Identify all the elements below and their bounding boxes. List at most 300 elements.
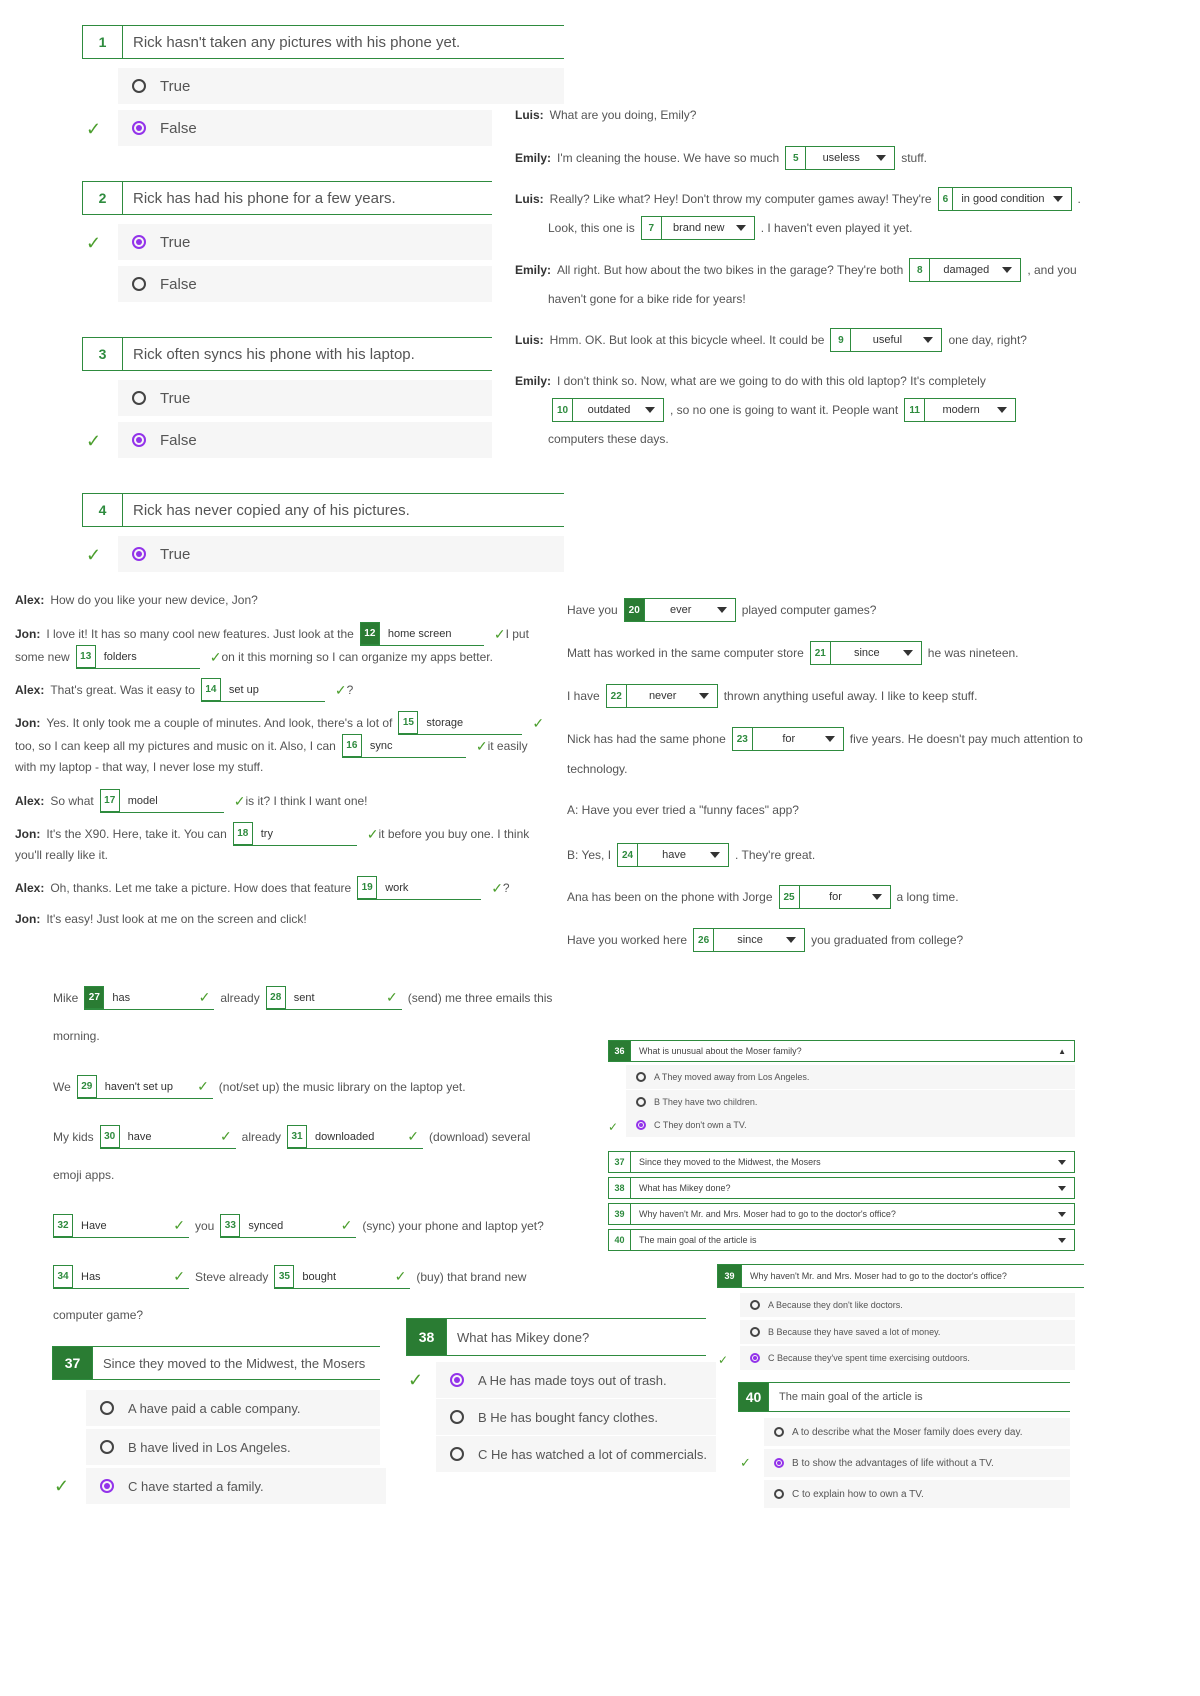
line-text: , and you (1027, 263, 1077, 277)
line-text: (buy) that brand new (416, 1270, 527, 1284)
gap-value[interactable]: have (127, 1130, 152, 1143)
line-text: It's the X90. Here, take it. You can (46, 827, 227, 841)
option-label: A He has made toys out of trash. (478, 1372, 667, 1388)
gap-15[interactable] (398, 711, 522, 735)
radio-icon[interactable] (100, 1401, 114, 1415)
dialog-line (15, 876, 510, 900)
option-b[interactable] (764, 1449, 1070, 1477)
question-text: The main goal of the article is (639, 1235, 757, 1245)
line-text: Oh, thanks. Let me take a picture. How does that feature (50, 881, 352, 895)
dropdown-5[interactable] (785, 146, 895, 170)
radio-icon[interactable] (450, 1410, 464, 1424)
line-text: it easily (487, 739, 528, 753)
dropdown-21[interactable] (810, 641, 922, 665)
option-b[interactable] (740, 1320, 1075, 1344)
gap-number: 35 (274, 1265, 294, 1288)
line-text: Matt has worked in the same computer store (567, 646, 804, 660)
line-text: Mike (53, 991, 79, 1005)
radio-icon[interactable] (132, 391, 146, 405)
question-number: 4 (83, 494, 123, 526)
radio-icon[interactable] (636, 1097, 646, 1107)
radio-icon[interactable] (450, 1447, 464, 1461)
line-text: ? (346, 683, 354, 697)
chevron-down-icon (876, 155, 886, 161)
dropdown-value: useless (822, 152, 860, 164)
radio-icon[interactable] (774, 1489, 784, 1499)
line-text: thrown anything useful away. I like to keep stuff. (723, 689, 978, 703)
gap-number: 23 (733, 728, 753, 750)
gap-31[interactable] (287, 1125, 423, 1149)
radio-icon[interactable] (750, 1300, 760, 1310)
question-text: Rick hasn't taken any pictures with his phone yet. (133, 33, 461, 51)
chevron-up-icon: ▲ (1058, 1046, 1066, 1056)
gap-value[interactable]: try (260, 827, 273, 840)
dialog-line (548, 216, 912, 240)
question-number: 38 (407, 1319, 447, 1355)
option-false[interactable] (118, 266, 492, 302)
dialog-line (515, 258, 1077, 282)
dropdown-value: useful (872, 334, 903, 346)
option-b[interactable] (86, 1429, 380, 1465)
line-text: What are you doing, Emily? (549, 108, 697, 122)
chevron-down-icon (1002, 267, 1012, 273)
question-text: Since they moved to the Midwest, the Mosers (103, 1355, 366, 1371)
question-40-header (738, 1382, 1070, 1412)
option-label: C have started a family. (128, 1478, 264, 1494)
speaker: Jon: (15, 912, 41, 926)
chevron-down-icon (1058, 1212, 1066, 1217)
line-text: computer game? (53, 1308, 144, 1322)
dialog-line (515, 146, 927, 170)
line-text: he was nineteen. (927, 646, 1019, 660)
line-text: it before you buy one. I think (378, 827, 530, 841)
line-text: you graduated from college? (811, 933, 964, 947)
speaker: Luis: (515, 192, 544, 206)
line-text: haven't gone for a bike ride for years! (548, 292, 746, 306)
gap-number: 32 (53, 1214, 73, 1237)
question-text: What has Mikey done? (457, 1329, 590, 1345)
dropdown-6[interactable] (938, 187, 1072, 211)
radio-icon[interactable] (132, 547, 146, 561)
gap-14[interactable] (201, 678, 325, 702)
option-a[interactable] (740, 1293, 1075, 1317)
question-text: What has Mikey done? (639, 1183, 731, 1193)
gap-number: 27 (84, 986, 104, 1009)
line-text: played computer games? (741, 603, 877, 617)
question-38-collapsed[interactable] (608, 1177, 1075, 1199)
line-text: already (220, 991, 260, 1005)
chevron-down-icon (1058, 1160, 1066, 1165)
radio-icon[interactable] (100, 1440, 114, 1454)
check-icon: ✓ (385, 989, 398, 1005)
sentence-30 (53, 1125, 530, 1149)
chevron-down-icon (825, 736, 835, 742)
dialog-line (15, 822, 529, 846)
line-text: B: Yes, I (567, 848, 612, 862)
dropdown-8[interactable] (909, 258, 1021, 282)
dialog-line (15, 848, 108, 862)
gap-value[interactable]: sent (293, 991, 315, 1004)
gap-number: 17 (100, 789, 120, 812)
radio-icon[interactable] (132, 433, 146, 447)
gap-16[interactable] (342, 734, 466, 758)
gap-13[interactable] (76, 645, 200, 669)
dropdown-20[interactable] (624, 598, 736, 622)
check-icon: ✓ (173, 1217, 185, 1233)
gap-number: 11 (905, 399, 925, 421)
line-text: Have you (567, 603, 618, 617)
question-number: 3 (83, 338, 123, 370)
chevron-down-icon (1058, 1186, 1066, 1191)
sentence-24 (567, 843, 815, 867)
check-icon: ✓ (54, 1476, 70, 1496)
gap-number: 18 (233, 822, 253, 845)
dropdown-value: modern (942, 404, 980, 416)
line-text: I have (567, 689, 600, 703)
check-icon: ✓ (209, 648, 222, 665)
gap-28[interactable] (266, 986, 402, 1010)
question-3 (82, 337, 492, 371)
speaker: Emily: (515, 151, 552, 165)
question-number: 36 (609, 1041, 631, 1061)
gap-number: 24 (618, 844, 638, 866)
dropdown-value: in good condition (961, 193, 1045, 205)
dropdown-11[interactable] (904, 398, 1016, 422)
line-text: on it this morning so I can organize my apps better. (221, 650, 493, 664)
question-number: 38 (609, 1178, 631, 1198)
radio-icon[interactable] (774, 1427, 784, 1437)
gap-number: 9 (831, 329, 851, 351)
dropdown-value: for (782, 733, 796, 745)
option-label: False (160, 119, 197, 137)
line-text: A: Have you ever tried a "funny faces" app? (567, 803, 799, 817)
radio-icon[interactable] (774, 1458, 784, 1468)
question-text: The main goal of the article is (779, 1391, 923, 1403)
radio-icon[interactable] (750, 1327, 760, 1337)
dialog-line (15, 622, 529, 646)
option-b[interactable] (436, 1399, 716, 1435)
dialog-line (15, 678, 353, 702)
option-true[interactable] (118, 536, 564, 572)
question-number: 39 (609, 1204, 631, 1224)
option-label: True (160, 233, 191, 251)
gap-number: 7 (642, 217, 662, 239)
dropdown-7[interactable] (641, 216, 755, 240)
gap-number: 34 (53, 1265, 73, 1288)
sentence-32 (53, 1214, 544, 1238)
gap-value[interactable]: home screen (387, 627, 452, 640)
option-false[interactable] (118, 422, 492, 458)
dialog-line (515, 328, 1027, 352)
gap-number: 21 (811, 642, 831, 664)
gap-number: 25 (780, 886, 800, 908)
question-39-collapsed[interactable] (608, 1203, 1075, 1225)
dialog-line (15, 734, 528, 758)
dropdown-value: brand new (673, 222, 725, 234)
line-text: you (195, 1219, 215, 1233)
gap-number: 28 (266, 986, 286, 1009)
dropdown-value: never (648, 690, 677, 702)
line-text: technology. (567, 762, 628, 776)
dialog-line (515, 187, 1081, 211)
line-text: I'm cleaning the house. We have so much (557, 151, 780, 165)
speaker: Jon: (15, 716, 41, 730)
line-text: So what (50, 794, 94, 808)
radio-icon[interactable] (132, 121, 146, 135)
question-2 (82, 181, 492, 215)
option-a[interactable] (626, 1065, 1075, 1089)
speaker: Alex: (15, 683, 45, 697)
dropdown-value: for (829, 891, 842, 903)
question-number: 39 (718, 1265, 742, 1287)
chevron-down-icon (1058, 1238, 1066, 1243)
option-label: False (160, 431, 197, 449)
line-text: ? (502, 881, 510, 895)
gap-33[interactable] (220, 1214, 356, 1238)
line-text: one day, right? (948, 333, 1027, 347)
gap-18[interactable] (233, 822, 357, 846)
chevron-down-icon (997, 407, 1007, 413)
dialog-line (15, 645, 493, 669)
line-text: Look, this one is (548, 221, 635, 235)
dropdown-24[interactable] (617, 843, 729, 867)
radio-icon[interactable] (132, 79, 146, 93)
gap-number: 22 (607, 685, 627, 707)
gap-value[interactable]: haven't set up (104, 1080, 173, 1093)
radio-icon[interactable] (132, 235, 146, 249)
gap-27[interactable] (84, 986, 214, 1010)
dropdown-22[interactable] (606, 684, 718, 708)
sentence-21 (567, 641, 1019, 665)
chevron-down-icon (710, 852, 720, 858)
sentence-34 (53, 1265, 526, 1289)
gap-number: 8 (910, 259, 930, 281)
sentence-24-question (567, 803, 799, 817)
gap-number: 13 (76, 645, 96, 668)
check-icon: ✓ (86, 545, 102, 565)
line-text: (sync) your phone and laptop yet? (362, 1219, 544, 1233)
line-text: you'll really like it. (15, 848, 108, 862)
option-a[interactable] (764, 1418, 1070, 1446)
line-text: . (1077, 192, 1081, 206)
question-number: 37 (53, 1347, 93, 1379)
check-icon: ✓ (408, 1370, 424, 1390)
chevron-down-icon (786, 937, 796, 943)
gap-35[interactable] (274, 1265, 410, 1289)
question-text: Rick has had his phone for a few years. (133, 189, 396, 207)
radio-icon[interactable] (750, 1353, 760, 1363)
sentence-23-cont (567, 762, 628, 776)
gap-12[interactable] (360, 622, 484, 646)
line-text: Yes. It only took me a couple of minutes. And look, there's a lot of (46, 716, 393, 730)
line-text: some new (15, 650, 70, 664)
check-icon: ✓ (718, 1353, 729, 1367)
sentence-29 (53, 1075, 466, 1099)
dropdown-25[interactable] (779, 885, 891, 909)
question-4 (82, 493, 564, 527)
chevron-down-icon (736, 225, 746, 231)
gap-value[interactable]: has (112, 991, 131, 1004)
sentence-30-cont (53, 1168, 114, 1182)
dropdown-value: damaged (943, 264, 990, 276)
line-text: Steve already (195, 1270, 269, 1284)
question-37-header (52, 1346, 380, 1380)
speaker: Jon: (15, 627, 41, 641)
gap-value[interactable]: bought (302, 1270, 337, 1283)
line-text: . They're great. (735, 848, 816, 862)
gap-34[interactable] (53, 1265, 189, 1289)
radio-icon[interactable] (636, 1072, 646, 1082)
dropdown-23[interactable] (732, 727, 844, 751)
gap-number: 15 (398, 711, 418, 734)
dropdown-26[interactable] (693, 928, 805, 952)
option-c[interactable] (436, 1436, 716, 1472)
question-40-collapsed[interactable] (608, 1229, 1075, 1251)
gap-value[interactable]: Have (81, 1219, 107, 1232)
sentence-27 (53, 986, 552, 1010)
line-text: Really? Like what? Hey! Don't throw my computer games away! They're (549, 192, 932, 206)
check-icon: ✓ (86, 431, 102, 451)
option-c[interactable] (626, 1113, 1075, 1137)
gap-19[interactable] (357, 876, 481, 900)
line-text: computers these days. (548, 432, 669, 446)
dropdown-value: since (737, 934, 763, 946)
line-text: , so no one is going to want it. People want (670, 403, 899, 417)
radio-icon[interactable] (100, 1479, 114, 1493)
question-37-collapsed[interactable] (608, 1151, 1075, 1173)
speaker: Alex: (15, 881, 45, 895)
option-c[interactable] (764, 1480, 1070, 1508)
gap-value[interactable]: sync (369, 739, 393, 752)
option-a[interactable] (436, 1362, 716, 1398)
line-text: a long time. (896, 890, 959, 904)
check-icon: ✓ (219, 1128, 232, 1144)
gap-30[interactable] (100, 1125, 236, 1149)
option-false[interactable] (118, 110, 492, 146)
gap-value[interactable]: folders (103, 650, 137, 663)
sentence-25 (567, 885, 959, 909)
question-number: 2 (83, 182, 123, 214)
option-label: True (160, 77, 191, 95)
gap-value[interactable]: work (385, 881, 409, 894)
gap-number: 33 (220, 1214, 240, 1237)
line-text: Hmm. OK. But look at this bicycle wheel. It could be (549, 333, 825, 347)
line-text: with my laptop - that way, I never lose my stuff. (15, 760, 264, 774)
question-number: 40 (739, 1383, 769, 1411)
line-text: (send) me three emails this (407, 991, 553, 1005)
line-text: five years. He doesn't pay much attention to (849, 732, 1083, 746)
speaker: Luis: (515, 333, 544, 347)
line-text: Have you worked here (567, 933, 688, 947)
option-a[interactable] (86, 1390, 380, 1426)
dropdown-value: have (662, 849, 686, 861)
option-label: False (160, 275, 197, 293)
chevron-down-icon (699, 693, 709, 699)
check-icon: ✓ (233, 792, 246, 809)
dropdown-10[interactable] (552, 398, 664, 422)
dropdown-9[interactable] (830, 328, 942, 352)
check-icon: ✓ (394, 1268, 407, 1284)
radio-icon[interactable] (132, 277, 146, 291)
line-text: Nick has had the same phone (567, 732, 726, 746)
check-icon: ✓ (86, 233, 102, 253)
check-icon: ✓ (340, 1217, 353, 1233)
speaker: Alex: (15, 794, 45, 808)
line-text: is it? I think I want one! (245, 794, 368, 808)
option-true[interactable] (118, 380, 492, 416)
gap-value[interactable]: storage (426, 716, 464, 729)
option-true[interactable] (118, 224, 492, 260)
dropdown-value: ever (670, 604, 692, 616)
dropdown-value: since (853, 647, 880, 659)
option-label: A to describe what the Moser family does every day. (792, 1426, 1023, 1438)
gap-value[interactable]: synced (248, 1219, 284, 1232)
speaker: Luis: (515, 108, 544, 122)
option-c[interactable] (86, 1468, 386, 1504)
gap-value[interactable]: set up (228, 683, 259, 696)
gap-number: 29 (77, 1075, 97, 1098)
dialog-line (15, 760, 263, 774)
gap-value[interactable]: downloaded (315, 1130, 375, 1143)
option-label: A They moved away from Los Angeles. (654, 1072, 810, 1082)
option-label: C to explain how to own a TV. (792, 1488, 924, 1500)
speaker: Alex: (15, 593, 45, 607)
option-true[interactable] (118, 68, 564, 104)
option-c[interactable] (740, 1346, 1075, 1370)
radio-icon[interactable] (450, 1373, 464, 1387)
option-label: A have paid a cable company. (128, 1400, 301, 1416)
option-label: B have lived in Los Angeles. (128, 1439, 291, 1455)
gap-value[interactable]: Has (81, 1270, 101, 1283)
gap-17[interactable] (100, 789, 224, 813)
line-text: (not/set up) the music library on the laptop yet. (218, 1080, 466, 1094)
chevron-down-icon (923, 337, 933, 343)
gap-number: 20 (625, 599, 645, 621)
chevron-down-icon (717, 607, 727, 613)
gap-number: 16 (342, 734, 362, 757)
speaker: Emily: (515, 263, 552, 277)
sentence-26 (567, 928, 963, 952)
check-icon: ✓ (493, 625, 506, 642)
option-b[interactable] (626, 1090, 1075, 1114)
dialog-line (548, 292, 746, 306)
line-text: All right. But how about the two bikes in the garage? They're both (557, 263, 904, 277)
question-36-header[interactable] (608, 1040, 1075, 1062)
line-text: It's easy! Just look at me on the screen and click! (46, 912, 307, 926)
sentence-22 (567, 684, 977, 708)
line-text: already (241, 1130, 282, 1144)
gap-number: 19 (357, 876, 377, 899)
gap-value[interactable]: model (127, 794, 158, 807)
gap-29[interactable] (77, 1075, 213, 1099)
check-icon: ✓ (173, 1268, 185, 1284)
check-icon: ✓ (491, 879, 503, 896)
gap-32[interactable] (53, 1214, 189, 1238)
dialog-line (515, 108, 696, 122)
check-icon: ✓ (86, 119, 102, 139)
chevron-down-icon (1053, 196, 1063, 202)
speaker: Emily: (515, 374, 552, 388)
dialog-line (548, 432, 669, 446)
sentence-23 (567, 727, 1083, 751)
radio-icon[interactable] (636, 1120, 646, 1130)
question-text: Rick often syncs his phone with his laptop. (133, 345, 415, 363)
line-text: (download) several (429, 1130, 531, 1144)
question-text: Rick has never copied any of his pictures. (133, 501, 410, 519)
question-text: What is unusual about the Moser family? (639, 1046, 802, 1056)
option-label: C They don't own a TV. (654, 1120, 747, 1130)
option-label: B They have two children. (654, 1097, 758, 1107)
